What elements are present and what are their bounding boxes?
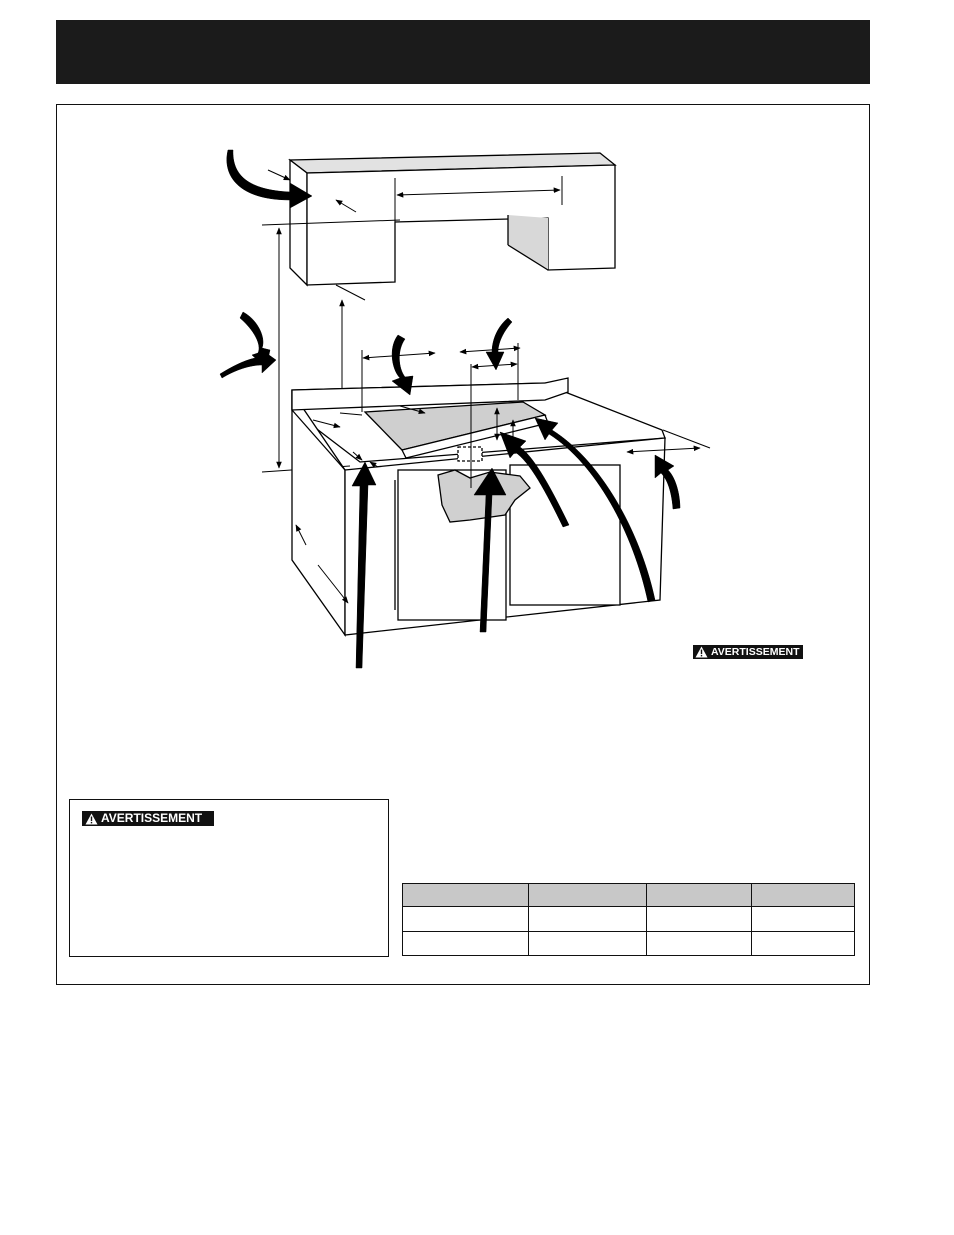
table-cell (647, 931, 752, 955)
table-cell (752, 931, 855, 955)
table-cell (529, 931, 647, 955)
warning-box (69, 799, 389, 957)
table-header-row (403, 884, 855, 907)
table-cell (529, 907, 647, 931)
table-cell (647, 907, 752, 931)
warning-triangle-icon (85, 813, 98, 825)
base-cabinet (292, 378, 665, 635)
dimension-table (402, 883, 855, 956)
warning-box-badge (82, 811, 214, 826)
upper-cabinet (290, 153, 615, 285)
table-header-cell (529, 884, 647, 907)
warning-triangle-icon (695, 646, 708, 658)
figure-warning-badge (693, 645, 803, 659)
table-header-cell (752, 884, 855, 907)
table-cell (752, 907, 855, 931)
warning-box-label: AVERTISSEMENT (101, 811, 203, 825)
table-header-cell (647, 884, 752, 907)
table-header-cell (403, 884, 529, 907)
table-cell (403, 907, 529, 931)
table-row (403, 907, 855, 931)
figure-warning-label: AVERTISSEMENT (711, 645, 800, 658)
table-row (403, 931, 855, 955)
table-cell (403, 931, 529, 955)
